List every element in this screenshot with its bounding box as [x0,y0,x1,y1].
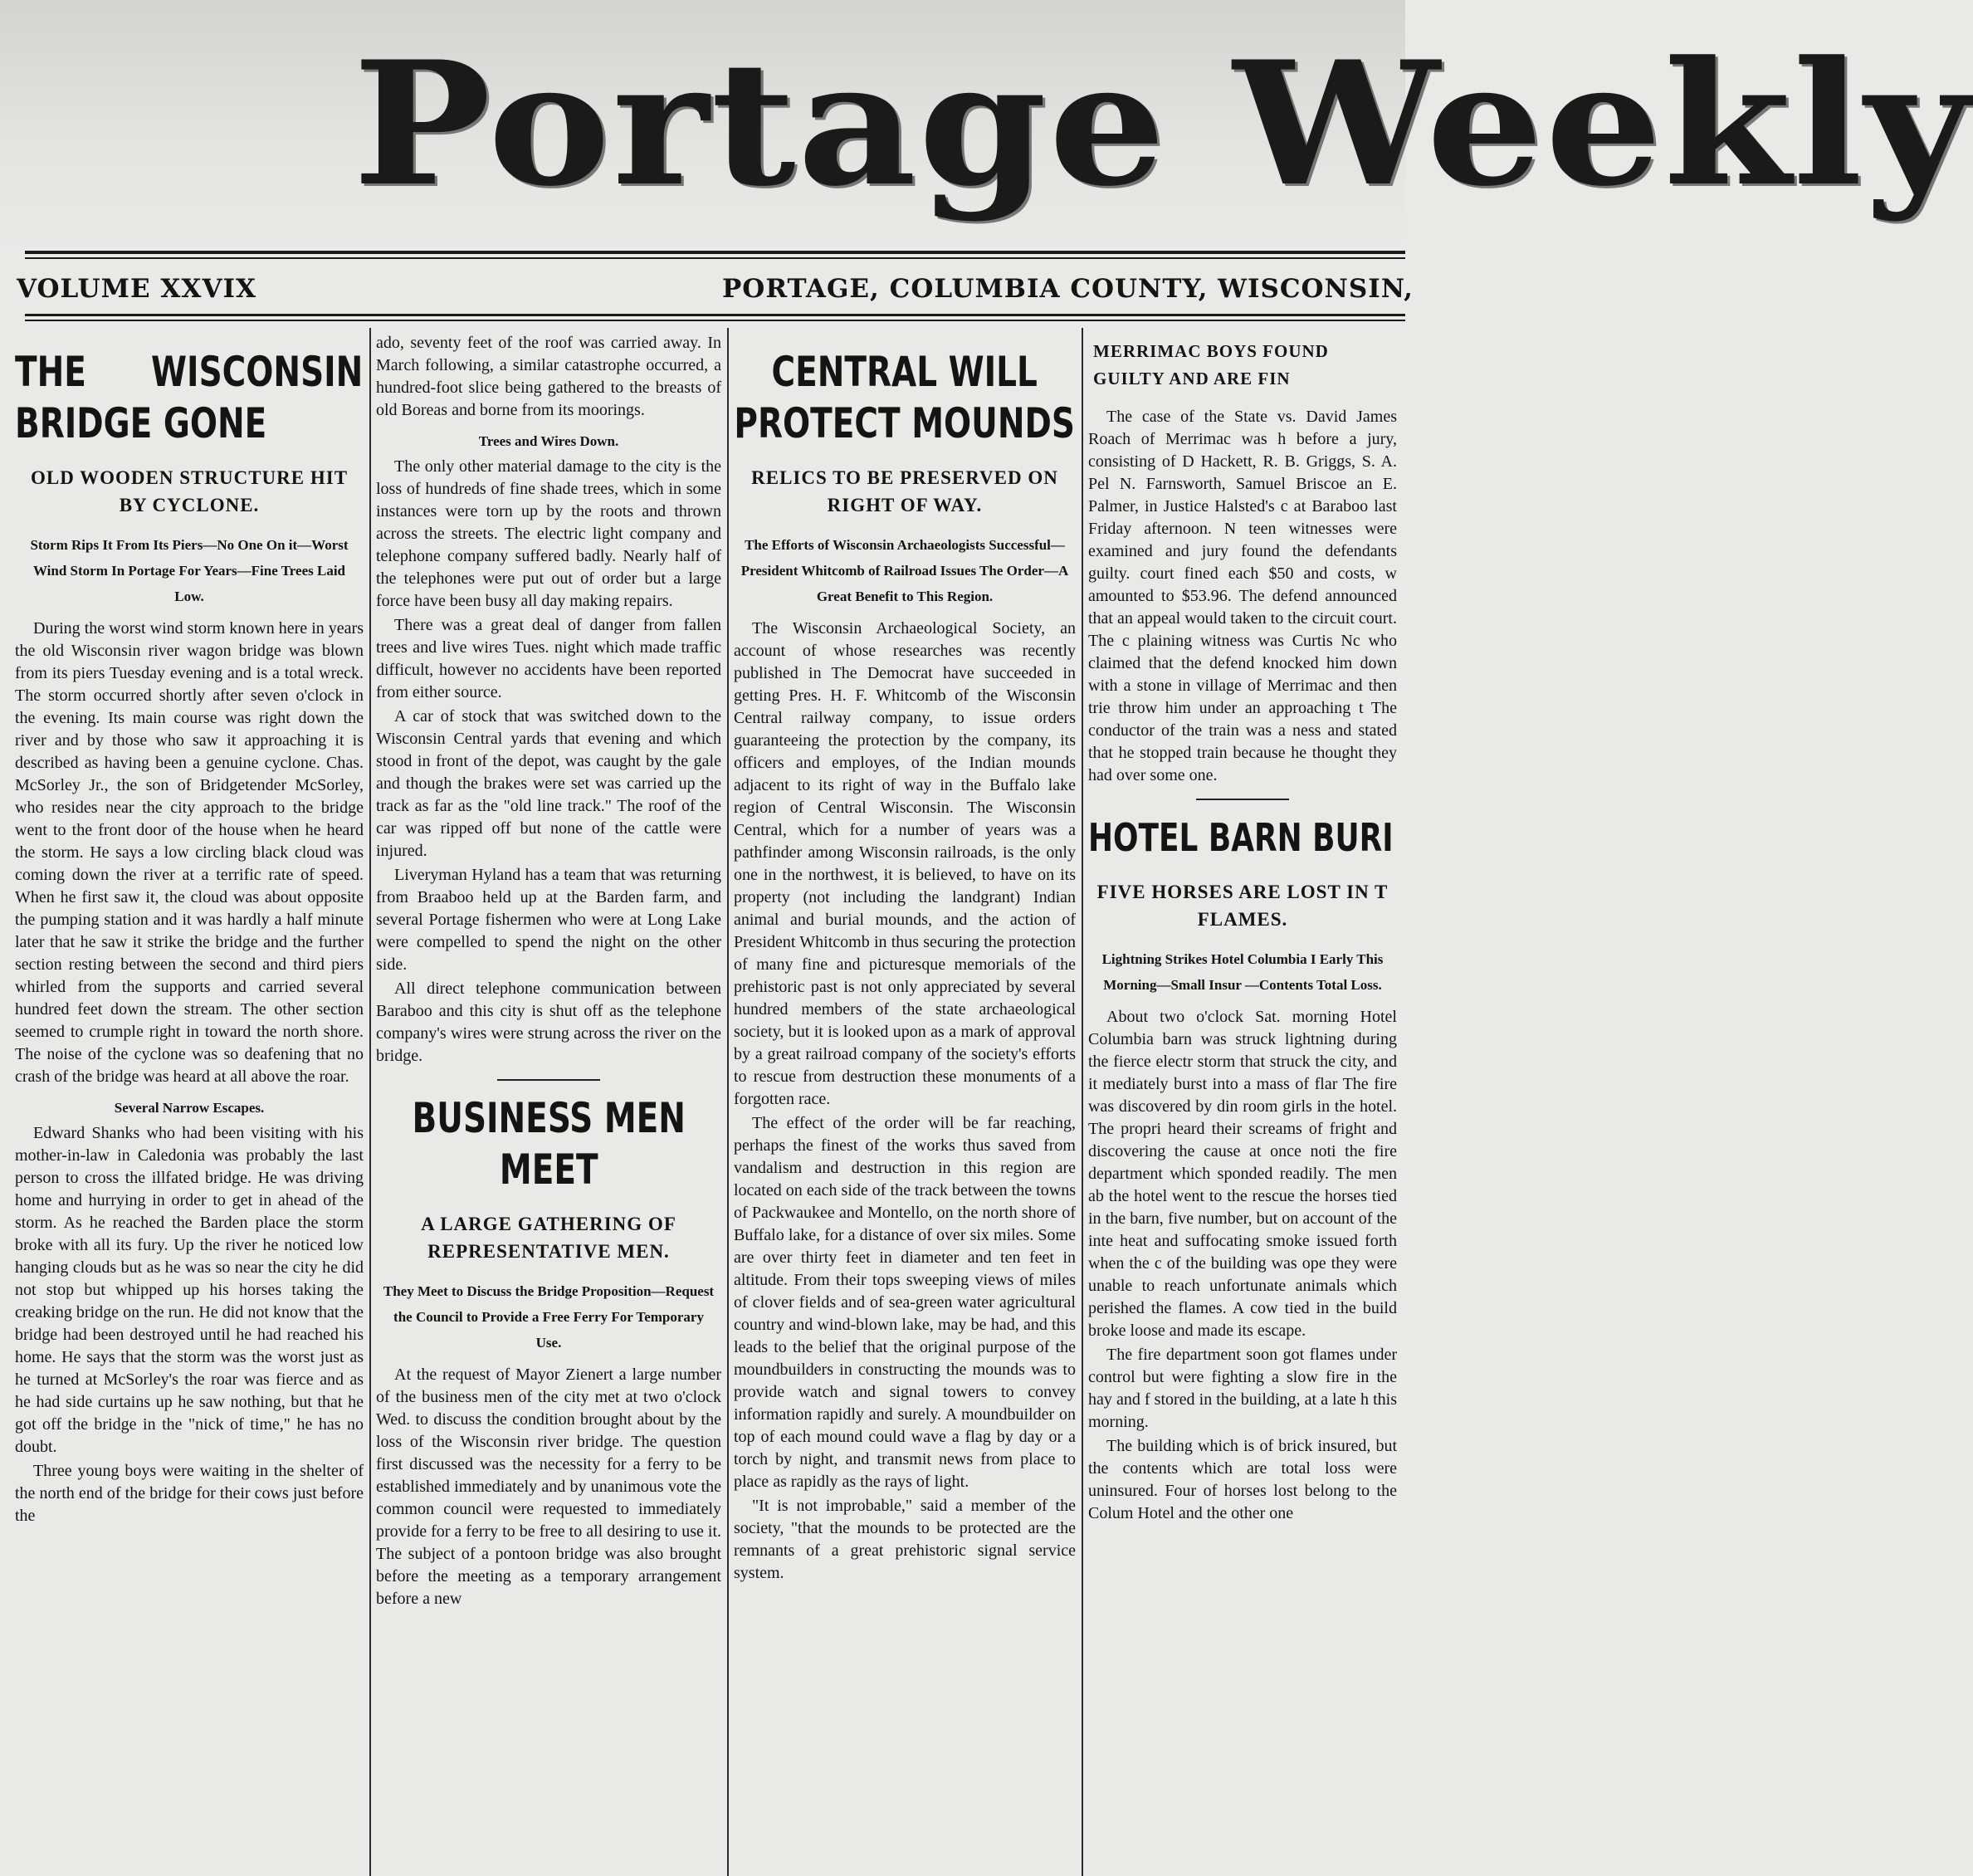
paragraph: The building which is of brick insured, but the contents which are total loss were uninsured. Four of horses lost belong to the Colum Hotel and the other one [1088,1437,1397,1522]
column-rule-3 [1082,328,1083,1876]
paragraph: The Wisconsin Archaeological Society, an account of whose researches was recently published in The Democrat have succeeded in getting Pres. H. F. Whitcomb of the Wisconsin Central railway company, to issue orders guaranteeing the protection by the company, its officers and employes, of the Indian mounds adjacent to its right of way in the Buffalo lake region of Central Wisconsin. The Wisconsin Central, which for a number of years was a pathfinder among Wisconsin railroads, is the only one in the northwest, it is believed, to have on its property (not including the landgrant) Indian animal and burial mounds, and the action of President Whitcomb in thus securing the protection of many fine and picturesque memorials of the prehistoric past is not only appreciated by several hundred members of the state archaeological society, but it is looked upon as a mark of approval by a great railroad company of the society's efforts to rescue from destruction these monuments of a forgotten race. [734,619,1076,1108]
paragraph: ado, seventy feet of the roof was carried away. In March following, a similar catastrophe occurred, a hundred-foot slice being gathered to the breasts of old Boreas and borne from its moorings. [376,334,721,419]
subheading-trees-wires: Trees and Wires Down. [478,433,619,449]
subhead-protect-mounds: RELICS TO BE PRESERVED ON RIGHT OF WAY. [751,467,1058,515]
paragraph: About two o'clock Sat. morning Hotel Columbia barn was struck lightning during the fierce electr storm that struck the city, and it mediately burst into a mass of flar The fire was discovered by din room girls in the hotel. The propri heard their screams of fright and discovering the cause at once noti the fire department which sponded readily. The men ab the hotel went to the rescue the horses tied in the barn, five number, but on account of the inte heat and suffocating smoke issued forth when the c of the building was ope they were unable to reach unfortunate animals which perished the flames. A cow tied in the build broke loose and made its escape. [1088,1008,1397,1340]
paragraph: During the worst wind storm known here in years the old Wisconsin river wagon bridge was blown from its piers Tuesday evening and is a total wreck. The storm occurred shortly after seven o'clock in the evening. Its main course was right down the river and by those who saw it approaching it is described as having been a genuine cyclone. Chas. McSorley Jr., the son of Bridgetender McSorley, who resides near the city approach to the bridge went to the front door of the house when he heard the storm. He says a low circling black cloud was coming down the river at a terrific rate of speed. When he first saw it, the cloud was about opposite the pumping station and it was hardly a half minute later that he saw it strike the bridge and the further section resting between the second and third piers whirled from the supports and carried several hundred feet down the stream. The other section seemed to crumple right in toward the north shore. The noise of the cyclone was so deafening that no crash of the bridge was heard at all above the roar. [15,619,364,1086]
section-divider [1196,799,1289,800]
deck-bridge-gone: Storm Rips It From Its Piers—No One On it—Worst Wind Storm In Portage For Years—Fine Trees Laid Low. [30,537,349,604]
headline-hotel-barn: HOTEL BARN BURI [1088,815,1394,860]
paragraph: There was a great deal of danger from fallen trees and live wires Tues. night which made traffic difficult, however no accidents have been reported from either source. [376,616,721,701]
folio-rule-bottom-thin [25,320,1405,321]
nameplate: Portage Weekly [353,25,1973,224]
section-divider [497,1079,601,1081]
headline-bridge-gone: THE WISCONSIN BRIDGE GONE [15,348,364,447]
paragraph: The effect of the order will be far reaching, perhaps the finest of the works thus saved from vandalism and destruction in this region are located on each side of the track between the towns of Packwaukee and Montello, on the north shore of Buffalo lake, for a distance of over six miles. Some are over thirty feet in diameter and ten feet in altitude. From their tops sweeping views of miles of clover fields and of sea-green water agricultural country and wind-blown lake, may be had, and this leads to the belief that the original purpose of the moundbuilders in constructing the mounds was to provide watch and signal towers to convey information rapidly and surely. A moundbuilder on top of each mound could wave a flag by day or a torch by night, and transmit news from place to place as rapidly as the rays of light. [734,1114,1076,1491]
subhead-business-men: A LARGE GATHERING OF REPRESENTATIVE MEN. [421,1214,676,1262]
subhead-bridge-gone: OLD WOODEN STRUCTURE HIT BY CYCLONE. [30,467,349,515]
subheading-narrow-escapes: Several Narrow Escapes. [114,1100,265,1116]
article-merrimac-hotel [1088,336,1397,1876]
paragraph: Liveryman Hyland has a team that was returning from Braaboo held up at the Barden farm, and several Portage fishermen who were at Long Lake were compelled to spend the night on the other side. [376,866,721,974]
paragraph: Three young boys were waiting in the shelter of the north end of the bridge for their cows just before the [15,1462,364,1525]
deck-business-men: They Meet to Discuss the Bridge Proposition—Request the Council to Provide a Free Ferry For Temporary Use. [383,1283,715,1351]
paragraph: The only other material damage to the city is the loss of hundreds of fine shade trees, which in some instances were torn up by the roots and thrown across the streets. The electric light company and telephone company suffered badly. Nearly half of the telephones were put out of order but a large force have been busy all day making repairs. [376,457,721,610]
paragraph: A car of stock that was switched down to the Wisconsin Central yards that evening and which stood in front of the depot, was caught by the gale and though the brakes were set was carried up the track as far as the "old line track." The roof of the car was ripped off but none of the cattle were injured. [376,707,721,860]
headline-business-men: BUSINESS MEN MEET [412,1094,686,1194]
folio-rule-bottom [25,314,1405,316]
masthead-rule-top [25,251,1405,254]
article-storm-continued [376,332,721,1872]
paragraph: The case of the State vs. David James Roach of Merrimac was h before a jury, consisting of D Hackett, R. B. Griggs, S. A. Pel N. Farnsworth, Samuel Briscoe an E. Palmer, in Justice Halsted's c at Baraboo last Friday afternoon. N teen witnesses were examined and jury found the defendants guilty. court fined each $50 and costs, w amounted to $53.96. The defend announced that an appeal would taken to the circuit court. The c plaining witness was Curtis Nc who claimed that the defend knocked him down with a stone in village of Merrimac and then trie throw him under an approaching t The conductor of the train was a ness and stated that he stopped train because he thought they had over some one. [1088,408,1397,784]
article-bridge-gone [15,336,364,1876]
paragraph: All direct telephone communication between Baraboo and this city is shut off as the telephone company's wires were strung across the river on the bridge. [376,980,721,1065]
headline-protect-mounds: CENTRAL WILL PROTECT MOUNDS [734,348,1076,447]
masthead-rule-top-thin [25,257,1405,259]
deck-hotel-barn: Lightning Strikes Hotel Columbia I Early This Morning—Small Insur —Contents Total Loss. [1101,951,1384,993]
paragraph: "It is not improbable," said a member of the society, "that the mounds to be protected are the remnants of a great prehistoric signal service system. [734,1497,1076,1582]
column-rule-2 [727,328,729,1876]
column-rule-1 [369,328,371,1876]
subhead-hotel-barn: FIVE HORSES ARE LOST IN T FLAMES. [1096,882,1389,930]
paragraph: Edward Shanks who had been visiting with his mother-in-law in Caledonia was probably the last person to cross the illfated bridge. He was driving home and hurrying in order to get in ahead of the storm. As he reached the Barden place the storm broke with all its fury. Up the river he noticed low hanging clouds but as he was so near the city he did not stop but whipped up his horses taking the creaking bridge on the run. He did not know that the bridge had been destroyed until he had reached his home. He says that the storm was the worst just as he turned at McSorley's the roar was fierce and as he had side curtains up he saw nothing, but that he got off the bridge in the "nick of time," he has no doubt. [15,1124,364,1456]
article-protect-mounds [734,336,1076,1876]
location-label: PORTAGE, COLUMBIA COUNTY, WISCONSIN, [722,274,1414,304]
deck-protect-mounds: The Efforts of Wisconsin Archaeologists Successful—President Whitcomb of Railroad Issues The Order—A Great Benefit to This Region. [740,537,1069,604]
paragraph: The fire department soon got flames under control but were fighting a slow fire in the hay and f stored in the building, at a late h this morning. [1088,1346,1397,1431]
headline-merrimac-boys: MERRIMAC BOYS FOUND GUILTY AND ARE FIN [1093,341,1329,388]
paragraph: At the request of Mayor Zienert a large number of the business men of the city met at two o'clock Wed. to discuss the condition brought about by the loss of the Wisconsin river bridge. The question first discussed was the necessity for a ferry to be established immediately and by unanimous vote the common council were requested to immediately provide for a ferry to be free to all desiring to use it. The subject of a pontoon bridge was also brought before the meeting as a temporary arrangement before a new [376,1365,721,1608]
volume-label: VOLUME XXVIX [17,274,257,304]
masthead [0,0,1973,249]
